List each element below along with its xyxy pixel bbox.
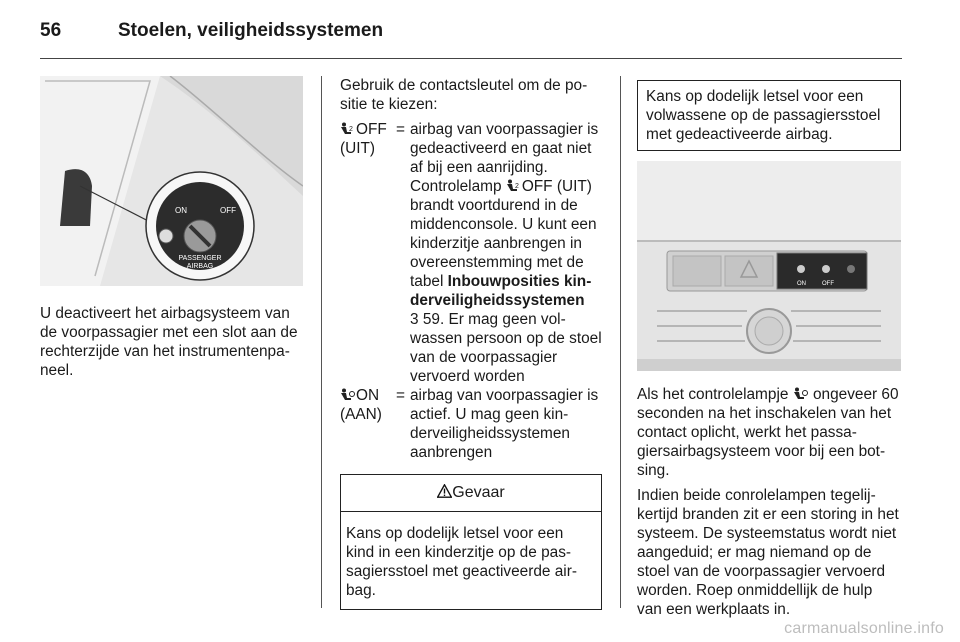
column-divider-2 [620,76,621,608]
column-1 [40,76,303,386]
note-box: Kans op dodelijk letsel voor een volwassene op de passagiersstoel met gedeactiveerde airbag. [637,80,901,151]
intro-text: Gebruik de contactsleutel om de positie te kiezen: [340,77,588,113]
airbag-switch-photo [40,76,303,286]
airbag-off-icon [506,179,522,193]
column-divider-1 [321,76,322,608]
cross-reference[interactable]: 3 59. Er mag geen volwassen persoon op de stoel van de voorpassagier vervoerd worden [410,311,602,385]
page-header [40,20,383,42]
svg-text:2: 2 [349,126,353,133]
console-photo [637,161,901,371]
airbag-on-icon [793,387,809,401]
svg-text:ON: ON [797,281,806,287]
svg-text:2: 2 [514,183,519,190]
console-illustration [637,161,901,371]
definition-off: 2 OFF (UIT) = airbag van voorpassagier is gedeactiveerd en gaat niet af bij een aanrijding. Controlelamp 2 OFF (UIT) brandt voortdurend in de middenconsole. U kunt een kinderzitje aanbrengen in overeenstemming met de tabel Inbouwposities kinderveiligheidssystemen 3 59. Er mag geen volwassen persoon op de stoel van de voorpassagier vervoerd worden [340,121,602,385]
definition-on-text: airbag van voorpassagier is actief. U mag geen kinderveiligheidssystemen aanbrengen [410,387,599,461]
airbag-off-icon [340,122,356,136]
warning-text: Kans op dodelijk letsel voor een kind in een kinderzitje op de passagiersstoel met geactiveerde airbag. [346,525,577,599]
column-3 [637,76,901,625]
warning-header: Gevaar [341,475,601,512]
column-2 [340,76,602,610]
paragraph-2: Indien beide conrolelampen tegelijkertijd branden zit er een storing in het systeem. De systeemstatus wordt niet aangeduid; er mag niemand op de stoel van de voorpassagier vervoerd worden. Roep onmiddellijk de hulp van een werkplaats in. [637,487,899,618]
svg-text:AIRBAG: AIRBAG [186,263,214,270]
airbag-on-icon [340,388,356,402]
definition-on: ON (AAN) = airbag van voorpassagier is actief. U mag geen kinderveiligheidssystemen aanbrengen [340,386,602,462]
airbag-switch-illustration [40,76,303,286]
header-rule [40,58,902,59]
page-number: 56 [40,20,62,41]
svg-text:ON: ON [175,206,187,215]
caption-text: U deactiveert het airbagsysteem van de voorpassagier met een slot aan de rechterzijde van het instrumentenpaneel. [40,305,298,379]
cross-reference-title[interactable]: Inbouwposities kinderveiligheidssystemen [410,273,592,309]
warning-box [340,474,602,610]
paragraph-1: Als het controlelampje ongeveer 60 seconden na het inschakelen van het contact oplicht, werkt het passagiersairbagsysteem voor bij een botsing. [637,386,899,479]
svg-text:OFF: OFF [822,281,834,287]
definition-off-text: airbag van voorpassagier is gedeactiveerd en gaat niet af bij een aanrijding. Controlelamp 2 OFF (UIT) brandt voortdurend in de middenconsole. U kunt een kinderzitje aanbrengen in overeenstemming met de tabel Inbouwposities kinderveiligheidssystemen 3 59. Er mag geen volwassen persoon op de stoel van de voorpassagier vervoerd worden [410,121,602,385]
page-title: Stoelen, veiligheidssystemen [118,20,384,41]
svg-text:OFF: OFF [220,206,236,215]
warning-triangle-icon [437,484,452,498]
watermark: carmanualsonline.info [784,620,944,637]
svg-text:PASSENGER: PASSENGER [178,255,222,262]
